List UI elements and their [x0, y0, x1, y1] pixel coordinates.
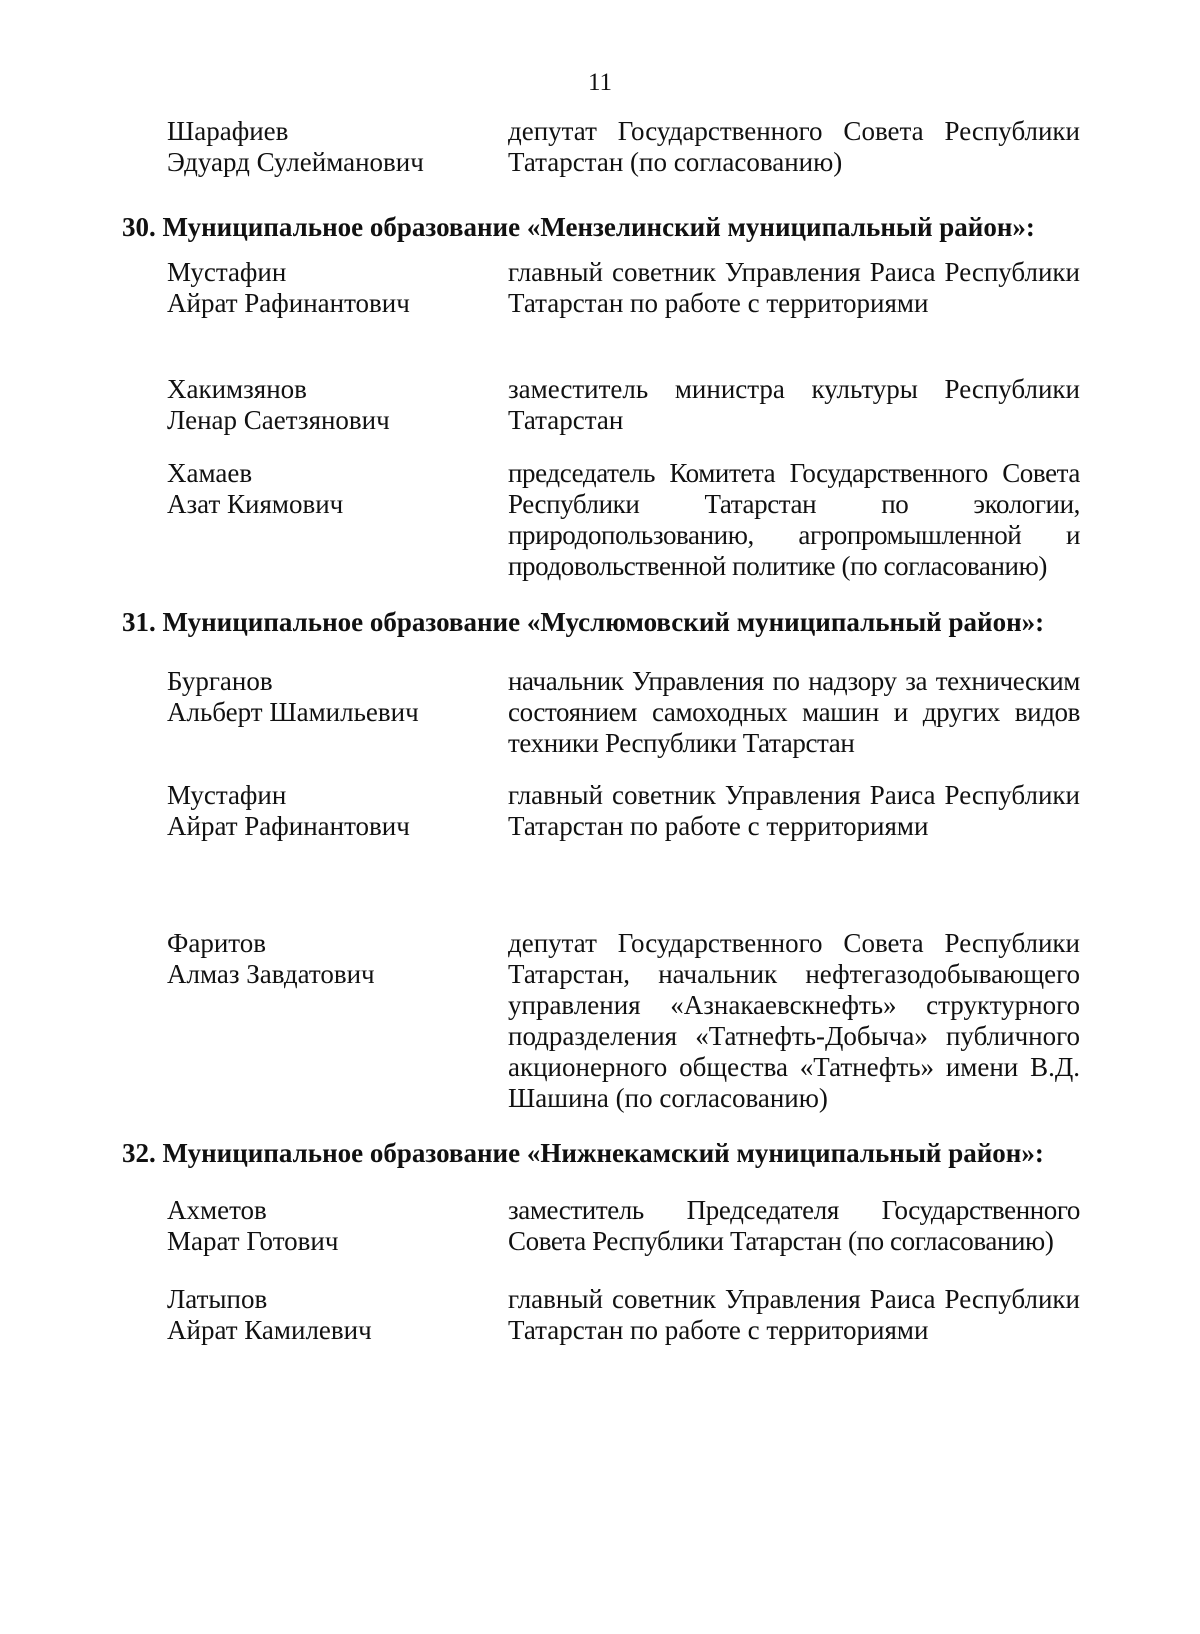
member-surname: Мустафин — [167, 780, 287, 810]
section-heading: 32. Муниципальное образование «Нижнекамский муниципальный район»: — [122, 1138, 1044, 1168]
page-number: 11 — [587, 69, 613, 96]
member-name — [167, 257, 487, 319]
member-name — [167, 116, 487, 178]
member-given-name: Азат Киямович — [167, 489, 344, 519]
member-surname: Хамаев — [167, 458, 253, 488]
member-position: председатель Комитета Государственного Совета Республики Татарстан по экологии, природопользованию, агропромышленной и продовольственной политике (по согласованию) — [508, 458, 1080, 581]
member-given-name: Алмаз Завдатович — [167, 959, 375, 989]
member-given-name: Марат Готович — [167, 1226, 339, 1256]
member-position: главный советник Управления Раиса Республики Татарстан по работе с территориями — [508, 257, 1080, 318]
member-name — [167, 458, 487, 520]
member-name — [167, 1195, 487, 1257]
member-given-name: Айрат Камилевич — [167, 1315, 372, 1345]
member-given-name: Айрат Рафинантович — [167, 288, 410, 318]
member-given-name: Альберт Шамильевич — [167, 697, 419, 727]
member-name — [167, 1284, 487, 1346]
member-surname: Шарафиев — [167, 116, 289, 146]
member-position: заместитель Председателя Государственного Совета Республики Татарстан (по согласованию) — [508, 1195, 1080, 1256]
member-surname: Фаритов — [167, 928, 266, 958]
member-surname: Бурганов — [167, 666, 273, 696]
member-name — [167, 666, 487, 728]
member-given-name: Ленар Саетзянович — [167, 405, 390, 435]
section-heading: 31. Муниципальное образование «Муслюмовский муниципальный район»: — [122, 607, 1045, 637]
member-name — [167, 780, 487, 842]
member-position: депутат Государственного Совета Республики Татарстан, начальник нефтегазодобывающего управления «Азнакаевскнефть» структурного подразделения «Татнефть-Добыча» публичного акционерного общества «Татнефть» имени В.Д. Шашина (по согласованию) — [508, 928, 1080, 1113]
member-position: депутат Государственного Совета Республики Татарстан (по согласованию) — [508, 116, 1080, 177]
member-position: главный советник Управления Раиса Республики Татарстан по работе с территориями — [508, 780, 1080, 841]
member-position: начальник Управления по надзору за техническим состоянием самоходных машин и других видов техники Республики Татарстан — [508, 666, 1080, 758]
member-surname: Латыпов — [167, 1284, 268, 1314]
member-name — [167, 374, 487, 436]
member-surname: Мустафин — [167, 257, 287, 287]
member-surname: Ахметов — [167, 1195, 267, 1225]
member-position: главный советник Управления Раиса Республики Татарстан по работе с территориями — [508, 1284, 1080, 1345]
member-given-name: Айрат Рафинантович — [167, 811, 410, 841]
member-name — [167, 928, 487, 990]
member-given-name: Эдуард Сулейманович — [167, 147, 424, 177]
section-heading: 30. Муниципальное образование «Мензелинский муниципальный район»: — [122, 212, 1035, 242]
member-position: заместитель министра культуры Республики Татарстан — [508, 374, 1080, 435]
member-surname: Хакимзянов — [167, 374, 307, 404]
